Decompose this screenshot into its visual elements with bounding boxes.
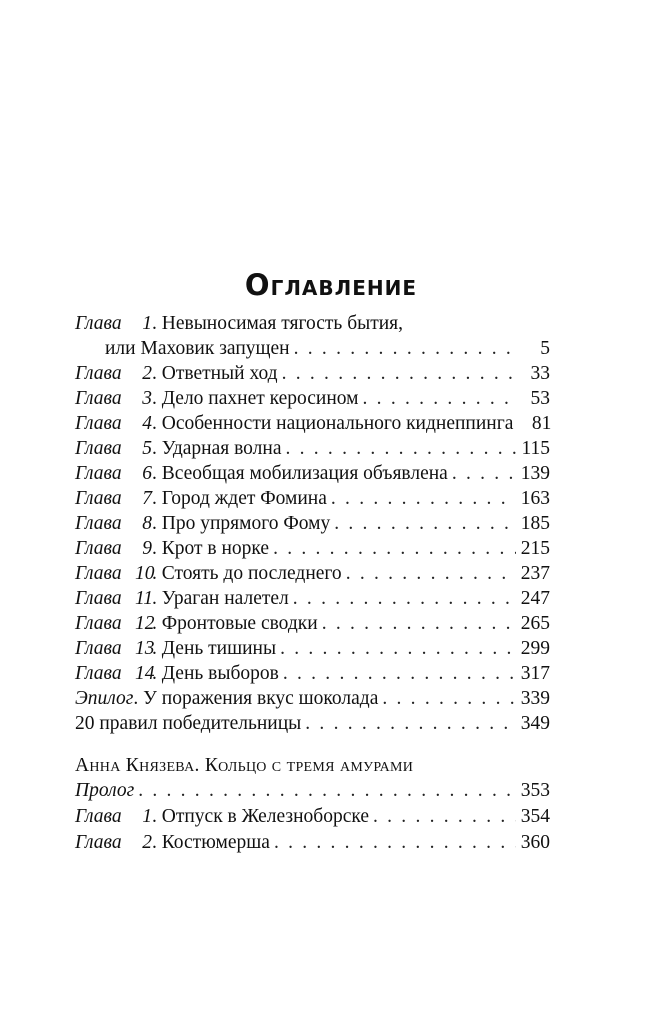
toc-entry-10: Глава 10 . Стоять до последнего . . . 237 <box>75 561 550 586</box>
page-number: 299 <box>520 638 550 659</box>
leader-dots <box>138 778 516 804</box>
leader-dots <box>283 661 516 686</box>
toc-entry-sw-2: Глава 2 . Костюмерша . . . 360 <box>75 830 550 856</box>
page-number: 237 <box>520 563 550 584</box>
leader-dots <box>382 686 516 711</box>
toc-entry-5: Глава 5 . Ударная волна . . . 115 <box>75 436 550 461</box>
chapter-title: Костюмерша <box>161 832 270 853</box>
leader-dots <box>373 804 516 830</box>
toc-entry-rules <box>75 711 550 736</box>
chapter-title-cont: или Маховик запущен <box>105 338 290 359</box>
page-title: Оглавление <box>244 268 418 302</box>
toc-entry-2: Глава 2 . Ответный ход . . . 33 <box>75 361 550 386</box>
toc-entry-13: Глава 13 . День тишины . . . 299 <box>75 636 550 661</box>
chapter-title: Про упрямого Фому <box>161 513 331 534</box>
epilogue-title: У поражения вкус шоколада <box>143 688 379 709</box>
chapter-title: Ударная волна <box>161 438 282 459</box>
page-number: 163 <box>520 488 550 509</box>
page-number: 353 <box>520 780 550 801</box>
leader-dots <box>331 486 516 511</box>
table-of-contents <box>75 312 550 856</box>
page-number: 115 <box>521 438 550 459</box>
page-number: 81 <box>531 413 552 434</box>
leader-dots <box>282 361 516 386</box>
toc-entry-3: Глава 3 . Дело пахнет керосином . . . 53 <box>75 386 550 411</box>
chapter-label: Глава 1 <box>75 313 152 334</box>
chapter-title: Ураган налетел <box>161 588 289 609</box>
rules-title: 20 правил победительницы <box>75 713 302 734</box>
page-number: 53 <box>530 388 550 409</box>
chapter-title: Отпуск в Железноборске <box>161 806 369 827</box>
chapter-title: Город ждет Фомина <box>161 488 327 509</box>
page-number: 349 <box>520 713 550 734</box>
toc-entry-sw-1: Глава 1 . Отпуск в Железноборске . . . 354 <box>75 804 550 830</box>
leader-dots <box>285 436 516 461</box>
leader-dots <box>294 336 516 361</box>
leader-dots <box>322 611 516 636</box>
leader-dots <box>274 830 516 856</box>
leader-dots <box>363 386 516 411</box>
chapter-title: День выборов <box>161 663 279 684</box>
toc-entry-4: Глава 4 . Особенности национального киднеппинга 81 <box>75 413 552 434</box>
page-number: 5 <box>540 338 550 359</box>
toc-entry-6: Глава 6 . Всеобщая мобилизация объявлена . . . 139 <box>75 461 550 486</box>
toc-entry-14: Глава 14 . День выборов . . . 317 <box>75 661 550 686</box>
toc-entry-epilogue: Эпилог . У поражения вкус шоколада . . . 339 <box>75 686 550 711</box>
leader-dots <box>273 536 516 561</box>
chapter-title: Фронтовые сводки <box>161 613 318 634</box>
page-number: 339 <box>520 688 550 709</box>
toc-entry-prologue <box>75 778 550 804</box>
page-number: 33 <box>530 363 550 384</box>
page-number: 247 <box>520 588 550 609</box>
chapter-title: Ответный ход <box>161 363 278 384</box>
chapter-title: Дело пахнет керосином <box>161 388 359 409</box>
leader-dots <box>305 711 516 736</box>
toc-entry-7: Глава 7 . Город ждет Фомина . . . 163 <box>75 486 550 511</box>
toc-entry-9: Глава 9 . Крот в норке . . . 215 <box>75 536 550 561</box>
chapter-title: Стоять до последнего <box>161 563 342 584</box>
leader-dots <box>346 561 516 586</box>
leader-dots <box>280 636 516 661</box>
chapter-title: Всеобщая мобилизация объявлена <box>161 463 448 484</box>
chapter-title: Невыносимая тягость бытия, <box>161 313 404 334</box>
toc-entry-12: Глава 12 . Фронтовые сводки . . . 265 <box>75 611 550 636</box>
chapter-title: Крот в норке <box>161 538 270 559</box>
page-number: 185 <box>520 513 550 534</box>
chapter-title: День тишины <box>161 638 277 659</box>
toc-entry-8: Глава 8 . Про упрямого Фому . . . 185 <box>75 511 550 536</box>
page-number: 360 <box>520 832 550 853</box>
page-number: 317 <box>520 663 550 684</box>
page-number: 265 <box>520 613 550 634</box>
chapter-title: Особенности национального киднеппинга <box>161 413 514 434</box>
page-number: 139 <box>520 463 550 484</box>
prologue-label: Пролог <box>75 780 135 801</box>
second-work-heading: Анна Князева. Кольцо с тремя амурами <box>75 755 414 776</box>
epilogue-label: Эпилог <box>75 688 134 709</box>
page-number: 215 <box>520 538 550 559</box>
leader-dots <box>293 586 516 611</box>
page-number: 354 <box>520 806 550 827</box>
leader-dots <box>334 511 516 536</box>
toc-entry-1: Глава 1 . Невыносимая тягость бытия, <box>75 313 404 334</box>
leader-dots <box>452 461 516 486</box>
toc-entry-1-cont <box>75 336 550 361</box>
toc-entry-11: Глава 11 . Ураган налетел . . . 247 <box>75 586 550 611</box>
